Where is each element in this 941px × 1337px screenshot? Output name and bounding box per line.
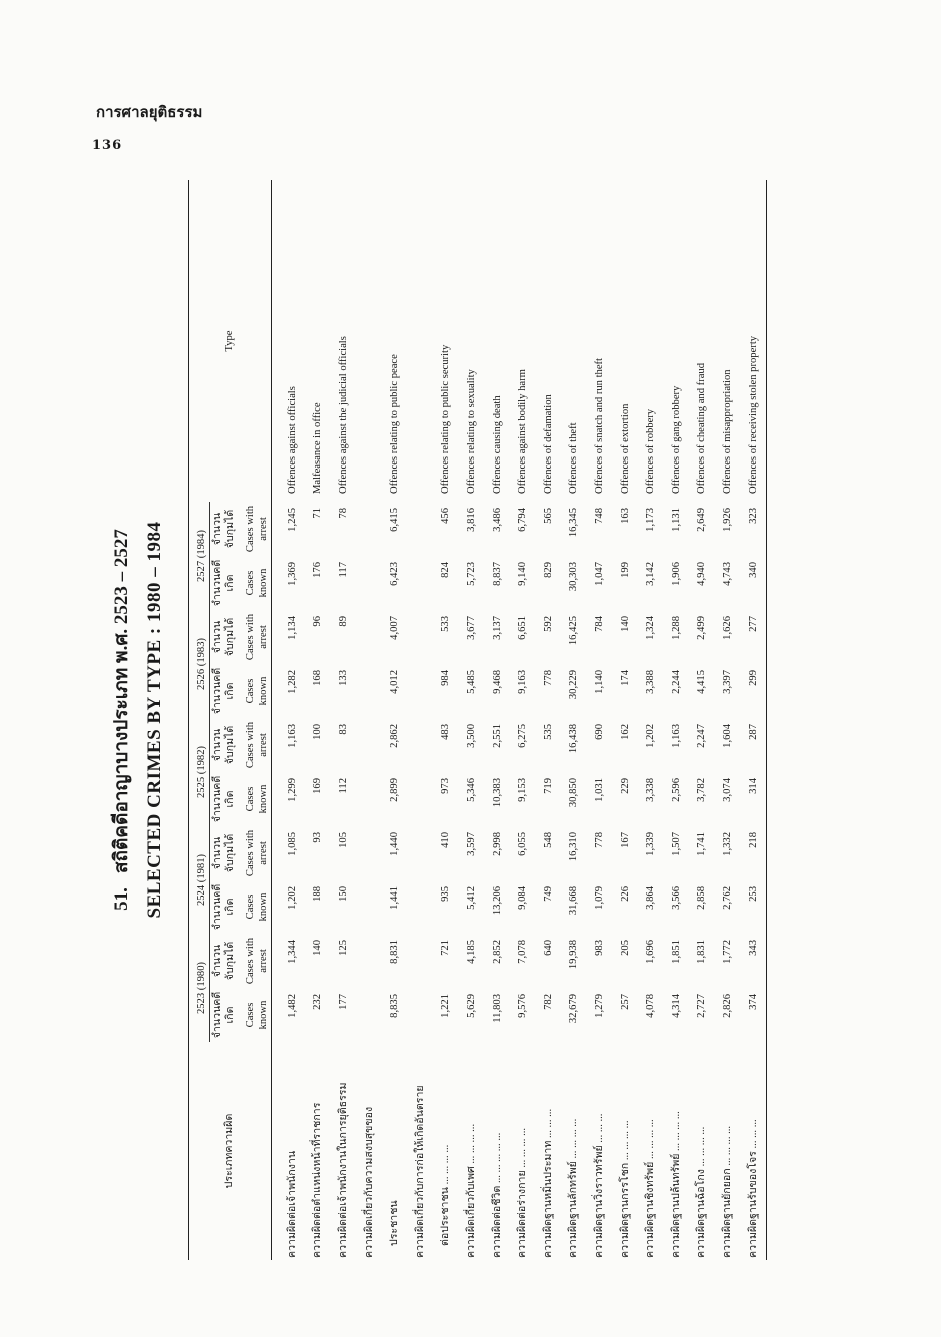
row-type-thai: ความผิดฐานรับของโจร ... ... ... xyxy=(747,1119,759,1258)
cell-cases-with-arrest: 16,345 xyxy=(568,508,580,538)
cell-cases-known: 257 xyxy=(619,994,631,1010)
cell-cases-with-arrest: 1,741 xyxy=(696,832,708,856)
row-type-english: Offences of receiving stolen property xyxy=(747,335,759,494)
subheader-cases-known-english: Cases known xyxy=(244,1000,269,1030)
cell-cases-known: 1,282 xyxy=(286,670,298,694)
year-header: 2523 (1980) xyxy=(189,934,210,1042)
table-row xyxy=(690,180,716,1260)
cell-cases-with-arrest: 3,816 xyxy=(466,508,478,532)
subheader-cases-with-arrest xyxy=(210,934,272,988)
subheader-cases-known xyxy=(210,556,272,610)
cell-cases-known: 935 xyxy=(440,886,452,902)
table-row xyxy=(511,180,537,1260)
cell-cases-with-arrest: 1,173 xyxy=(645,508,657,532)
cell-cases-with-arrest: 6,651 xyxy=(517,616,529,640)
cell-cases-known: 177 xyxy=(338,994,350,1010)
cell-cases-with-arrest: 323 xyxy=(747,508,759,524)
cell-cases-known: 9,153 xyxy=(517,778,529,802)
cell-cases-known: 4,415 xyxy=(696,670,708,694)
row-type-english: Offences of misappropriation xyxy=(721,369,733,494)
column-type-english: Type xyxy=(224,330,236,352)
cell-cases-known: 2,762 xyxy=(721,886,733,910)
subheader-cases-known-english: Cases known xyxy=(244,892,269,922)
cell-cases-with-arrest: 1,772 xyxy=(721,940,733,964)
row-type-thai: ความผิดเกี่ยวกับเพศ ... ... ... ... xyxy=(466,1123,478,1258)
subheader-cases-with-arrest-english: Cases with arrest xyxy=(244,937,269,985)
empty-cell xyxy=(357,826,383,880)
row-type-thai: ความผิดต่อตำแหน่งหน้าที่ราชการ xyxy=(312,1102,324,1258)
table-row xyxy=(434,180,460,1260)
row-type-thai: ความผิดเกี่ยวกับความสงบสุขของ xyxy=(363,1106,375,1258)
cell-cases-with-arrest: 533 xyxy=(440,616,452,632)
cell-cases-with-arrest: 535 xyxy=(542,724,554,740)
empty-cell xyxy=(357,556,383,610)
cell-cases-known: 8,835 xyxy=(389,994,401,1018)
cell-cases-with-arrest: 548 xyxy=(542,832,554,848)
cell-cases-with-arrest: 1,245 xyxy=(286,508,298,532)
row-type-english: Offences of gang robbery xyxy=(670,385,682,494)
subheader-cases-with-arrest xyxy=(210,502,272,556)
table-number: 51. xyxy=(111,887,132,911)
cell-cases-known: 3,566 xyxy=(670,886,682,910)
column-type-thai: ประเภทความผิด xyxy=(224,1113,236,1189)
subheader-cases-with-arrest xyxy=(210,718,272,772)
empty-cell xyxy=(408,718,434,772)
cell-cases-with-arrest: 1,163 xyxy=(286,724,298,748)
cell-cases-known: 3,338 xyxy=(645,778,657,802)
cell-cases-with-arrest: 100 xyxy=(312,724,324,740)
cell-cases-known: 3,397 xyxy=(721,670,733,694)
cell-cases-known: 2,826 xyxy=(721,994,733,1018)
cell-cases-with-arrest: 1,339 xyxy=(645,832,657,856)
cell-cases-with-arrest: 1,085 xyxy=(286,832,298,856)
cell-cases-known: 1,221 xyxy=(440,994,452,1018)
cell-cases-with-arrest: 287 xyxy=(747,724,759,740)
cell-cases-known: 9,576 xyxy=(517,994,529,1018)
cell-cases-known: 31,668 xyxy=(568,886,580,916)
cell-cases-known: 2,596 xyxy=(670,778,682,802)
cell-cases-known: 3,864 xyxy=(645,886,657,910)
empty-cell xyxy=(408,180,434,502)
cell-cases-with-arrest: 3,597 xyxy=(466,832,478,856)
cell-cases-with-arrest: 71 xyxy=(312,508,324,519)
cell-cases-known: 3,388 xyxy=(645,670,657,694)
row-type-thai: ความผิดต่อเจ้าพนักงาน xyxy=(286,1150,298,1258)
cell-cases-known: 117 xyxy=(338,562,350,578)
cell-cases-known: 829 xyxy=(542,562,554,578)
cell-cases-known: 6,423 xyxy=(389,562,401,586)
empty-cell xyxy=(408,664,434,718)
table-row xyxy=(272,180,306,1260)
cell-cases-with-arrest: 1,324 xyxy=(645,616,657,640)
subheader-cases-known xyxy=(210,664,272,718)
cell-cases-known: 176 xyxy=(312,562,324,578)
cell-cases-with-arrest: 4,007 xyxy=(389,616,401,640)
cell-cases-known: 10,383 xyxy=(491,778,503,808)
cell-cases-known: 719 xyxy=(542,778,554,794)
cell-cases-known: 1,299 xyxy=(286,778,298,802)
cell-cases-known: 340 xyxy=(747,562,759,578)
page-number: 136 xyxy=(92,138,123,153)
cell-cases-with-arrest: 1,131 xyxy=(670,508,682,532)
cell-cases-known: 150 xyxy=(338,886,350,902)
year-header: 2527 (1984) xyxy=(189,502,210,610)
row-type-thai: ความผิดต่อเจ้าพนักงานในการยุติธรรม xyxy=(338,1082,350,1258)
cell-cases-with-arrest: 1,696 xyxy=(645,940,657,964)
cell-cases-known: 174 xyxy=(619,670,631,686)
empty-cell xyxy=(357,610,383,664)
cell-cases-with-arrest: 410 xyxy=(440,832,452,848)
cell-cases-with-arrest: 2,862 xyxy=(389,724,401,748)
row-type-thai: ความผิดฐานปล้นทรัพย์ ... ... ... ... xyxy=(670,1111,682,1258)
subheader-cases-with-arrest-thai: จำนวนจับกุมได้ xyxy=(212,617,237,657)
cell-cases-with-arrest: 1,851 xyxy=(670,940,682,964)
cell-cases-with-arrest: 93 xyxy=(312,832,324,843)
subheader-cases-known-english: Cases known xyxy=(244,568,269,598)
subheader-cases-with-arrest-thai: จำนวนจับกุมได้ xyxy=(212,725,237,765)
cell-cases-known: 1,202 xyxy=(286,886,298,910)
empty-cell xyxy=(357,502,383,556)
table-title-english: SELECTED CRIMES BY TYPE : 1980 – 1984 xyxy=(144,521,165,919)
cell-cases-with-arrest: 6,794 xyxy=(517,508,529,532)
cell-cases-with-arrest: 3,500 xyxy=(466,724,478,748)
cell-cases-known: 374 xyxy=(747,994,759,1010)
cell-cases-with-arrest: 125 xyxy=(338,940,350,956)
row-type-english: Offences of defamation xyxy=(542,394,554,494)
cell-cases-with-arrest: 1,626 xyxy=(721,616,733,640)
table-title-thai-text: สถิติคดีอาญาบางประเภท พ.ศ. 2523 – 2527 xyxy=(111,529,132,874)
row-type-thai: ความผิดฐานวิ่งราวทรัพย์ ... ... ... xyxy=(594,1113,605,1258)
cell-cases-with-arrest: 1,831 xyxy=(696,940,708,964)
empty-cell xyxy=(408,988,434,1042)
subheader-cases-with-arrest-thai: จำนวนจับกุมได้ xyxy=(212,833,237,873)
subheader-cases-known-english: Cases known xyxy=(244,676,269,706)
cell-cases-known: 4,314 xyxy=(670,994,682,1018)
cell-cases-known: 253 xyxy=(747,886,759,902)
subheader-cases-with-arrest-english: Cases with arrest xyxy=(244,721,269,769)
empty-cell xyxy=(408,610,434,664)
cell-cases-with-arrest: 721 xyxy=(440,940,452,956)
table-row xyxy=(664,180,690,1260)
cell-cases-known: 226 xyxy=(619,886,631,902)
cell-cases-with-arrest: 105 xyxy=(338,832,350,848)
cell-cases-with-arrest: 640 xyxy=(542,940,554,956)
empty-cell xyxy=(357,180,383,502)
subheader-cases-with-arrest xyxy=(210,826,272,880)
cell-cases-with-arrest: 19,938 xyxy=(568,940,580,970)
empty-cell xyxy=(408,502,434,556)
cell-cases-with-arrest: 456 xyxy=(440,508,452,524)
cell-cases-known: 1,906 xyxy=(670,562,682,586)
row-type-english: Malfeasance in office xyxy=(312,402,324,494)
row-type-english: Offences relating to public security xyxy=(440,344,452,494)
cell-cases-with-arrest: 6,055 xyxy=(517,832,529,856)
cell-cases-with-arrest: 163 xyxy=(619,508,631,524)
cell-cases-with-arrest: 1,134 xyxy=(286,616,298,640)
row-type-thai: ความผิดฐานกรรโชก ... ... ... ... xyxy=(619,1120,631,1258)
cell-cases-with-arrest: 1,604 xyxy=(721,724,733,748)
cell-cases-with-arrest: 2,499 xyxy=(696,616,708,640)
cell-cases-known: 749 xyxy=(542,886,554,902)
cell-cases-known: 3,074 xyxy=(721,778,733,802)
cell-cases-known: 824 xyxy=(440,562,452,578)
row-type-thai: ต่อประชาชน ... ... ... ... xyxy=(440,1144,452,1246)
subheader-cases-known-thai: จำนวนคดีเกิด xyxy=(212,883,237,931)
subheader-cases-known xyxy=(210,880,272,934)
row-type-english: Offences relating to sexuality xyxy=(466,369,478,494)
cell-cases-known: 4,743 xyxy=(721,562,733,586)
subheader-cases-with-arrest-english: Cases with arrest xyxy=(244,829,269,877)
year-header: 2524 (1981) xyxy=(189,826,210,934)
subheader-cases-with-arrest-english: Cases with arrest xyxy=(244,613,269,661)
cell-cases-known: 973 xyxy=(440,778,452,794)
cell-cases-with-arrest: 2,649 xyxy=(696,508,708,532)
subheader-cases-known-thai: จำนวนคดีเกิด xyxy=(212,667,237,715)
cell-cases-known: 778 xyxy=(542,670,554,686)
row-type-english: Offences causing death xyxy=(491,395,503,494)
cell-cases-with-arrest: 218 xyxy=(747,832,759,848)
subheader-cases-known-thai: จำนวนคดีเกิด xyxy=(212,775,237,823)
table-row xyxy=(306,180,332,1260)
empty-cell xyxy=(408,934,434,988)
empty-cell xyxy=(408,826,434,880)
cell-cases-known: 5,485 xyxy=(466,670,478,694)
table-row xyxy=(485,180,511,1260)
cell-cases-known: 1,047 xyxy=(594,562,605,586)
table-titles xyxy=(106,180,166,1260)
cell-cases-known: 1,369 xyxy=(286,562,298,586)
cell-cases-known: 299 xyxy=(747,670,759,686)
cell-cases-known: 5,412 xyxy=(466,886,478,910)
cell-cases-known: 1,441 xyxy=(389,886,401,910)
cell-cases-with-arrest: 1,926 xyxy=(721,508,733,532)
cell-cases-with-arrest: 3,137 xyxy=(491,616,503,640)
cell-cases-with-arrest: 16,425 xyxy=(568,616,580,646)
cell-cases-with-arrest: 1,163 xyxy=(670,724,682,748)
row-type-english: Offences against bodily harm xyxy=(517,369,529,494)
cell-cases-known: 1,079 xyxy=(594,886,605,910)
subheader-cases-with-arrest-thai: จำนวนจับกุมได้ xyxy=(212,941,237,981)
cell-cases-known: 1,279 xyxy=(594,994,605,1018)
row-type-english: Offences of theft xyxy=(568,422,580,494)
cell-cases-known: 229 xyxy=(619,778,631,794)
table-row xyxy=(741,180,767,1260)
table-row xyxy=(459,180,485,1260)
cell-cases-known: 8,837 xyxy=(491,562,503,586)
cell-cases-with-arrest: 277 xyxy=(747,616,759,632)
cell-cases-with-arrest: 4,185 xyxy=(466,940,478,964)
cell-cases-known: 30,229 xyxy=(568,670,580,700)
cell-cases-known: 188 xyxy=(312,886,324,902)
cell-cases-with-arrest: 89 xyxy=(338,616,350,627)
cell-cases-with-arrest: 16,310 xyxy=(568,832,580,862)
cell-cases-known: 169 xyxy=(312,778,324,794)
subheader-cases-known-english: Cases known xyxy=(244,784,269,814)
row-type-thai: ความผิดฐานหมิ่นประมาท ... ... ... xyxy=(542,1108,554,1258)
empty-cell xyxy=(408,772,434,826)
row-type-english: Offences of snatch and run theft xyxy=(594,357,605,494)
cell-cases-known: 5,629 xyxy=(466,994,478,1018)
year-header: 2525 (1982) xyxy=(189,718,210,826)
cell-cases-known: 4,078 xyxy=(645,994,657,1018)
header-row-years xyxy=(189,180,210,1260)
cell-cases-with-arrest: 205 xyxy=(619,940,631,956)
subheader-cases-known-thai: จำนวนคดีเกิด xyxy=(212,559,237,607)
cell-cases-known: 984 xyxy=(440,670,452,686)
empty-cell xyxy=(408,880,434,934)
empty-cell xyxy=(357,664,383,718)
table-row xyxy=(383,180,409,1260)
row-type-english: Offences against the judicial officials xyxy=(338,336,350,494)
cell-cases-with-arrest: 2,852 xyxy=(491,940,503,964)
cell-cases-with-arrest: 3,677 xyxy=(466,616,478,640)
table-row xyxy=(562,180,588,1260)
cell-cases-with-arrest: 140 xyxy=(619,616,631,632)
subheader-cases-with-arrest xyxy=(210,610,272,664)
cell-cases-known: 2,244 xyxy=(670,670,682,694)
cell-cases-with-arrest: 2,551 xyxy=(491,724,503,748)
row-type-thai: ความผิดฐานชิงทรัพย์ ... ... ... ... xyxy=(645,1119,657,1258)
cell-cases-with-arrest: 6,415 xyxy=(389,508,401,532)
cell-cases-with-arrest: 83 xyxy=(338,724,350,735)
cell-cases-known: 2,899 xyxy=(389,778,401,802)
crime-statistics-table xyxy=(188,180,767,1260)
subheader-cases-with-arrest-english: Cases with arrest xyxy=(244,505,269,553)
cell-cases-with-arrest: 343 xyxy=(747,940,759,956)
cell-cases-known: 112 xyxy=(338,778,350,794)
table-row xyxy=(715,180,741,1260)
cell-cases-known: 2,727 xyxy=(696,994,708,1018)
table-row-continued xyxy=(357,180,383,1260)
cell-cases-known: 3,782 xyxy=(696,778,708,802)
rotated-table-page xyxy=(100,180,860,1260)
cell-cases-with-arrest: 1,332 xyxy=(721,832,733,856)
cell-cases-known: 168 xyxy=(312,670,324,686)
subheader-cases-known xyxy=(210,772,272,826)
table-body xyxy=(272,180,767,1260)
cell-cases-with-arrest: 8,831 xyxy=(389,940,401,964)
cell-cases-known: 4,940 xyxy=(696,562,708,586)
empty-cell xyxy=(357,772,383,826)
row-type-thai: ความผิดต่อชีวิต ... ... ... ... ... xyxy=(491,1132,503,1258)
cell-cases-with-arrest: 96 xyxy=(312,616,324,627)
cell-cases-with-arrest: 16,438 xyxy=(568,724,580,754)
table-row xyxy=(536,180,562,1260)
row-type-english: Offences against officials xyxy=(286,386,298,494)
cell-cases-known: 199 xyxy=(619,562,631,578)
cell-cases-known: 11,803 xyxy=(491,994,503,1023)
subheader-cases-known-thai: จำนวนคดีเกิด xyxy=(212,991,237,1039)
empty-cell xyxy=(357,718,383,772)
cell-cases-with-arrest: 3,486 xyxy=(491,508,503,532)
row-type-english: Offences of robbery xyxy=(645,408,657,494)
cell-cases-known: 3,142 xyxy=(645,562,657,586)
row-type-english: Offences relating to public peace xyxy=(389,354,401,494)
cell-cases-with-arrest: 162 xyxy=(619,724,631,740)
empty-cell xyxy=(408,556,434,610)
cell-cases-known: 782 xyxy=(542,994,554,1010)
cell-cases-known: 5,723 xyxy=(466,562,478,586)
cell-cases-with-arrest: 78 xyxy=(338,508,350,519)
cell-cases-known: 9,140 xyxy=(517,562,529,586)
cell-cases-with-arrest: 140 xyxy=(312,940,324,956)
cell-cases-with-arrest: 1,440 xyxy=(389,832,401,856)
row-type-thai: ความผิดฐานฉ้อโกง ... ... ... ... xyxy=(696,1126,708,1258)
cell-cases-with-arrest: 983 xyxy=(594,940,605,956)
cell-cases-with-arrest: 167 xyxy=(619,832,631,848)
cell-cases-known: 314 xyxy=(747,778,759,794)
cell-cases-with-arrest: 778 xyxy=(594,832,605,848)
row-type-thai: ความผิดฐานลักทรัพย์ ... ... ... ... xyxy=(568,1118,580,1258)
table-title-thai xyxy=(106,180,136,1260)
cell-cases-with-arrest: 565 xyxy=(542,508,554,524)
cell-cases-known: 9,163 xyxy=(517,670,529,694)
table-row xyxy=(331,180,357,1260)
cell-cases-known: 133 xyxy=(338,670,350,686)
cell-cases-known: 1,482 xyxy=(286,994,298,1018)
cell-cases-with-arrest: 2,247 xyxy=(696,724,708,748)
cell-cases-with-arrest: 1,507 xyxy=(670,832,682,856)
cell-cases-known: 30,850 xyxy=(568,778,580,808)
cell-cases-known: 9,468 xyxy=(491,670,503,694)
cell-cases-with-arrest: 2,998 xyxy=(491,832,503,856)
cell-cases-known: 2,858 xyxy=(696,886,708,910)
row-type-thai: ความผิดฐานยักยอก ... ... ... ... xyxy=(721,1125,733,1258)
cell-cases-with-arrest: 1,344 xyxy=(286,940,298,964)
table-row-continued xyxy=(408,180,434,1260)
cell-cases-with-arrest: 6,275 xyxy=(517,724,529,748)
year-header: 2526 (1983) xyxy=(189,610,210,718)
row-type-thai: ความผิดเกี่ยวกับการก่อให้เกิดอันตราย xyxy=(414,1085,426,1258)
cell-cases-with-arrest: 690 xyxy=(594,724,605,740)
cell-cases-known: 1,031 xyxy=(594,778,605,802)
cell-cases-known: 13,206 xyxy=(491,886,503,916)
cell-cases-known: 9,084 xyxy=(517,886,529,910)
cell-cases-with-arrest: 592 xyxy=(542,616,554,632)
row-type-english: Offences of extortion xyxy=(619,403,631,494)
subheader-cases-with-arrest-thai: จำนวนจับกุมได้ xyxy=(212,509,237,549)
cell-cases-with-arrest: 784 xyxy=(594,616,605,632)
row-type-thai: ประชาชน xyxy=(389,1200,401,1246)
cell-cases-known: 32,679 xyxy=(568,994,580,1024)
running-head: การศาลยุติธรรม xyxy=(96,103,203,121)
row-type-english: Offences of cheating and fraud xyxy=(696,363,708,494)
cell-cases-known: 1,140 xyxy=(594,670,605,694)
empty-cell xyxy=(357,880,383,934)
cell-cases-known: 232 xyxy=(312,994,324,1010)
empty-cell xyxy=(357,934,383,988)
cell-cases-with-arrest: 7,078 xyxy=(517,940,529,964)
table-row xyxy=(587,180,613,1260)
cell-cases-with-arrest: 1,288 xyxy=(670,616,682,640)
cell-cases-known: 30,303 xyxy=(568,562,580,592)
row-type-thai: ความผิดต่อร่างกาย ... ... ... ... xyxy=(517,1127,529,1258)
cell-cases-known: 5,346 xyxy=(466,778,478,802)
table-row xyxy=(638,180,664,1260)
cell-cases-with-arrest: 1,202 xyxy=(645,724,657,748)
table-row xyxy=(613,180,639,1260)
cell-cases-with-arrest: 483 xyxy=(440,724,452,740)
cell-cases-with-arrest: 748 xyxy=(594,508,605,524)
empty-cell xyxy=(357,988,383,1042)
cell-cases-known: 4,012 xyxy=(389,670,401,694)
subheader-cases-known xyxy=(210,988,272,1042)
